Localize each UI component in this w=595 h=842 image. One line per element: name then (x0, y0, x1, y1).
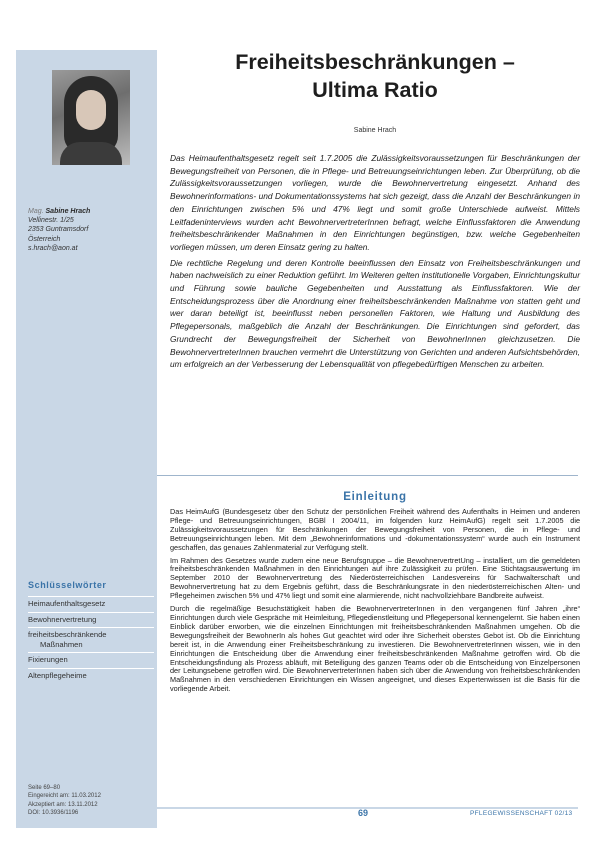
sidebar-panel (16, 50, 157, 828)
keyword-item: Fixierungen (28, 652, 154, 668)
meta-submitted: Eingereicht am: 11.03.2012 (28, 793, 101, 800)
keywords-list (28, 596, 154, 684)
author-photo (52, 70, 130, 165)
article-byline: Sabine Hrach (353, 127, 397, 134)
page-number: 69 (358, 808, 369, 818)
body-paragraph: Durch die regelmäßige Besuchstätigkeit haben die BewohnervertreterInnen in den vergangenen fünf Jahren „ihre“ Einrichtungen durch viele Gespräche mit Heimleitung, Pflegedienstleitung und Pflegepersonal kennengelernt. Sie haben einen Einblick darüber erworben, wie die einzelnen Einrichtungen mit freiheitsbeschränkenden Maßnahmen umgehen. Ob die Bewegungsfreiheit der BewohnerIn als hohes Gut geachtet wird oder ihre Sicherheit oberstes Gebot ist. Ob die Einrichtung bereit ist, in die Anwendung einer Freiheitsbeschränkung zu investieren. Die BewohnervertreterInnen wissen, wie in den Einrichtungen die Entscheidung über die Anwendung einer freiheitsbeschränkenden Maßnahme getroffen wird. Ob die Entscheidungsfindung als Prozess abläuft, mit Beteiligung des ganzen Teams oder ob die Entscheidung von Einzelpersonen der Leitungsebene getroffen wird. Die BewohnervertreterInnen haben sich über die Anwendung von freiheitsbeschränkenden Maßnahmen in den verschiedenen Einrichtungen ein Wissen angeeignet, und dieses Expertenwissen ist die Basis für die vorliegende Arbeit. (170, 604, 580, 694)
author-name: Sabine Hrach (45, 208, 91, 215)
journal-name: PFLEGEWISSENSCHAFT 02/13 (470, 810, 573, 817)
article-meta (28, 784, 154, 818)
author-photo-body (60, 142, 122, 165)
author-street: Vellinestr. 1/25 (28, 217, 74, 225)
keyword-item: Heimaufenthaltsgesetz (28, 596, 154, 612)
keyword-item (28, 627, 154, 652)
meta-pages: Seite 69–80 (28, 785, 61, 791)
title-line-2: Ultima Ratio (312, 78, 438, 102)
body-paragraph: Das HeimAufG (Bundesgesetz über den Schutz der persönlichen Freiheit während des Aufenthalts in Heimen und anderen Pflege- und Betreuungseinrichtungen, BGBl I 2004/11, im folgenden kurz HeimAufG) regelt seit 1.7.2005 die Zulässigkeitsvoraussetzungen für Beschränkungen der Bewegungsfreiheit von Personen, die in Pflege- und Betreuungseinrichtungen leben. Mit dem „Bewohnerinformations und -dokumentationssystem“ wurde auch ein Instrument geschaffen, das genaues Zahlenmaterial zur Verfügung stellt. (170, 507, 580, 552)
keywords-title: Schlüsselwörter (28, 580, 107, 590)
author-email: s.hrach@aon.at (28, 244, 78, 252)
author-name-line (28, 207, 154, 216)
keyword-item: Altenpflegeheime (28, 668, 154, 684)
title-line-1: Freiheitsbeschränkungen – (235, 50, 515, 74)
keyword-item-part: Maßnahmen (40, 639, 83, 649)
author-country: Österreich (28, 235, 61, 243)
section-divider (157, 475, 578, 476)
section-heading: Einleitung (343, 491, 407, 503)
meta-doi: DOI: 10.3936/1196 (28, 810, 79, 817)
author-address (28, 207, 154, 253)
abstract-paragraph: Die rechtliche Regelung und deren Kontrolle beeinflussen den Einsatz von Freiheitsbeschränkungen und haben nachweislich zu einer Reduktion geführt. Im Weiteren gelten institutionelle Vorgaben, Einrichtungskultur und Führung sowie bauliche Gegebenheiten und Ausstattung als Einflussfaktoren. Wie der Entscheidungsprozess über die Anordnung einer freiheitsbeschränkenden Maßnahme von statten geht und wer daran beteiligt ist, beeinflusst neben personellen Faktoren, wie Haltung und Ausbildung des Pflegepersonals, maßgeblich die Anzahl der Beschränkungen. Die Einrichtungen sind gefordert, das Grundrecht der Bewegungsfreiheit der Sicherheit von BewohnerInnen gleichzusetzen. Die BewohnervertreterInnen brauchen vermehrt die Unterstützung von Gerichten und anderen Aufsichtsbehörden, um erfolgreich an der Verbesserung der Lebensqualität von pflegebedürftigen Menschen zu arbeiten. (170, 257, 580, 370)
author-city: 2353 Guntramsdorf (28, 226, 89, 234)
author-prefix: Mag. (28, 208, 44, 215)
abstract-paragraph: Das Heimaufenthaltsgesetz regelt seit 1.7.2005 die Zulässigkeitsvoraussetzungen für Beschränkungen der Bewegungsfreiheit von Personen, die in Pflege- und Betreuungseinrichtungen leben. Zur Überprüfung, ob die Zulässigkeitsvoraussetzungen vorliegen, wurde die Bewohnervertretung eingesetzt. Anhand des Bewohnerinformations- und Dokumentationssystems hat sich gezeigt, dass die Anzahl der Beschränkungen in den Einrichtungen zwischen 5% und 47% liegt und somit große Unterschiede aufweist. Mittels Leitfadeninterviews wurden acht BewohnervertreterInnen befragt, welche Einflussfaktoren die Anwendung freiheitsbeschränkender Maßnahmen in den Einrichtungen begünstigen, bzw. welche Gegebenheiten vorliegen müssen, um deren Einsatz gering zu halten. (170, 153, 580, 252)
meta-accepted: Akzeptiert am: 13.11.2012 (28, 801, 98, 808)
keyword-item-part: freiheitsbeschränkende (28, 630, 107, 640)
author-photo-face (76, 90, 106, 130)
article-body (170, 508, 580, 698)
article-abstract (170, 152, 580, 374)
keyword-item: Bewohnervertretung (28, 612, 154, 628)
body-paragraph: Im Rahmen des Gesetzes wurde zudem eine neue Berufsgruppe – die BewohnervertretUng – installiert, um die gemeldeten freiheitsbeschränkenden Maßnahmen in den Einrichtungen auf ihre Zulässigkeit zu prüfen. Eine Stichtagsauswertung im September 2010 der Bewohnervertretung des Niederösterreichischen Landesvereins für Sachwalterschaft und Bewohnervertretung hat zu dem Ergebnis geführt, dass die Beschränkungsrate in den niederösterreichischen Alten- und Pflegeheimen zwischen 5% und 47% liegt und somit eine alarmierende, nicht nachvollziehbare Bandbreite aufweist. (170, 555, 580, 601)
article-title (170, 48, 580, 104)
